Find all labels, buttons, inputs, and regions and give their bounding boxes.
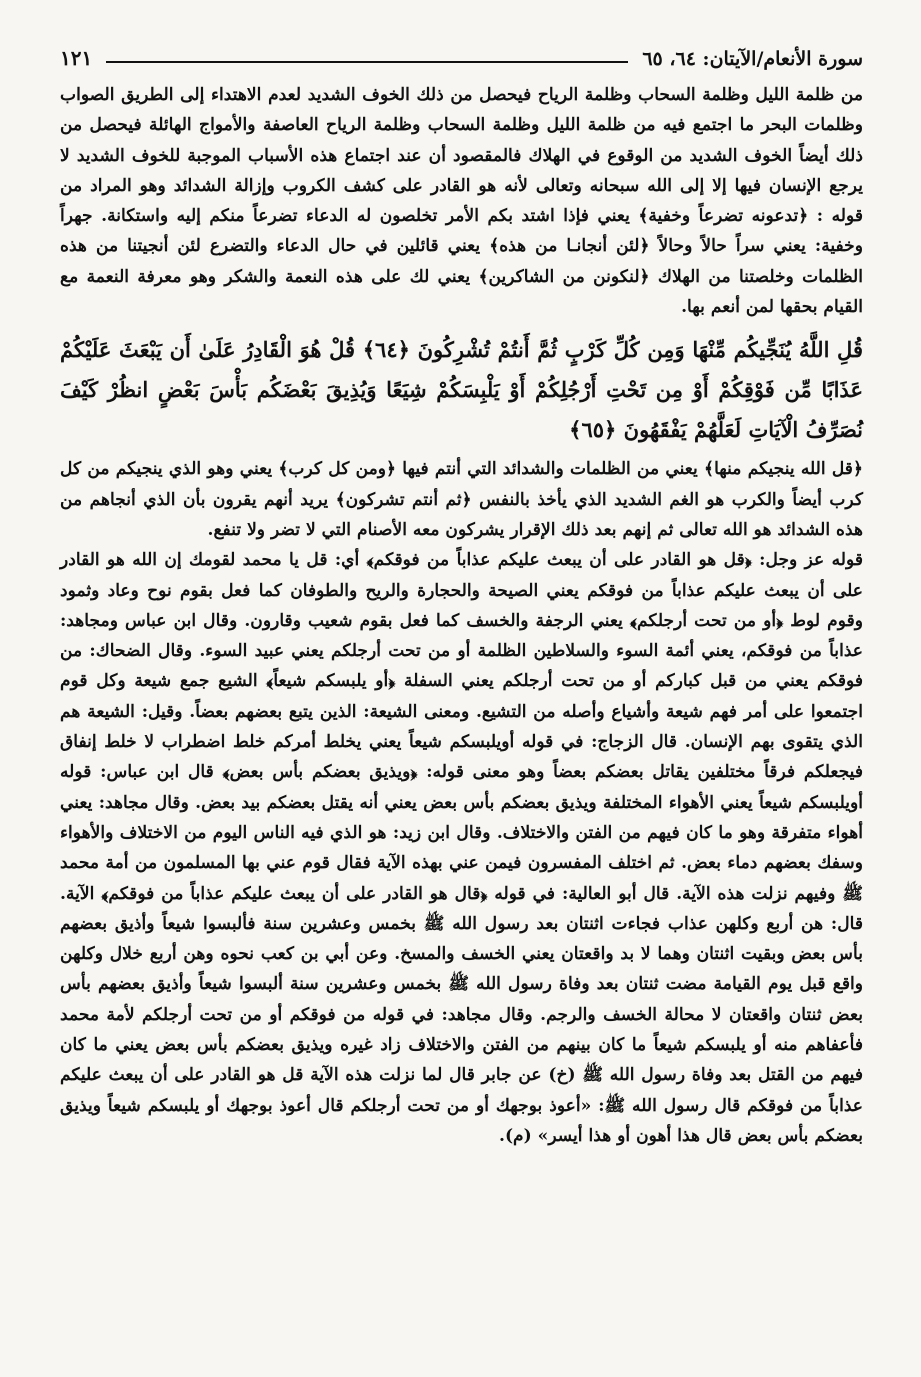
- quran-verse: قُلِ اللَّهُ يُنَجِّيكُم مِّنْهَا وَمِن كُلِّ كَرْبٍ ثُمَّ أَنتُمْ تُشْرِكُونَ ﴿٦٤﴾ قُلْ هُوَ الْقَادِرُ عَلَىٰ أَن يَبْعَثَ عَلَيْكُمْ عَذَابًا مِّن فَوْقِكُمْ أَوْ مِن تَحْتِ أَرْجُلِكُمْ أَوْ يَلْبِسَكُمْ شِيَعًا وَيُذِيقَ بَعْضَكُم بَأْسَ بَعْضٍ انظُرْ كَيْفَ نُصَرِّفُ الْآيَاتِ لَعَلَّهُمْ يَفْقَهُونَ ﴿٦٥﴾: [60, 337, 863, 443]
- paragraph-3: قوله عز وجل: ﴿قل هو القادر على أن يبعث عليكم عذاباً من فوقكم﴾ أي: قل يا محمد لقومك إن الله هو القادر على أن يبعث عليكم عذاباً من فوقكم يعني الصيحة والحجارة والريح والطوفان كما فعل بقوم نوح وعاد وثمود وقوم لوط ﴿أو من تحت أرجلكم﴾ يعني الرجفة والخسف كما فعل بقوم شعيب وقارون. وقال ابن عباس ومجاهد: عذاباً من فوقكم، يعني أئمة السوء والسلاطين الظلمة أو من تحت أرجلكم يعني عبيد السوء. وقال الضحاك: من فوقكم يعني من قبل كباركم أو من تحت أرجلكم يعني السفلة ﴿أو يلبسكم شيعاً﴾ الشيع جمع شيعة وكل قوم اجتمعوا على أمر فهم شيعة وأشياع وأصله من التشيع. ومعنى الشيعة: الذين يتبع بعضهم بعضاً. وقيل: الشيعة هم الذي يتقوى بهم الإنسان. قال الزجاج: في قوله أويلبسكم شيعاً يعني يخلط أمركم خلط اضطراب لا خلط إنفاق فيجعلكم فرقاً مختلفين يقاتل بعضكم بعضاً وهو معنى قوله: ﴿ويذيق بعضكم بأس بعض﴾ قال ابن عباس: قوله أويلبسكم شيعاً يعني الأهواء المختلفة ويذيق بعضكم بأس بعض يعني أنه يقتل بعضكم بيد بعض. وقال مجاهد: يعني أهواء متفرقة وهو ما كان فيهم من الفتن والاختلاف. وقال ابن زيد: هو الذي فيه الناس اليوم من الاختلاف والأهواء وسفك بعضهم دماء بعض. ثم اختلف المفسرون فيمن عني بهذه الآية فقال قوم عني بها المسلمون من أمة محمد ﷺ وفيهم نزلت هذه الآية. قال أبو العالية: في قوله ﴿قال هو القادر على أن يبعث عليكم عذاباً من فوقكم﴾ الآية. قال: هن أربع وكلهن عذاب فجاءت اثنتان بعد رسول الله ﷺ بخمس وعشرين سنة فألبسوا شيعاً وأذيق بعضهم بأس بعض وبقيت اثنتان وهما لا بد واقعتان يعني الخسف والمسخ. وعن أبي بن كعب نحوه وهن أربع خلال وكلهن واقع قبل يوم القيامة مضت ثنتان بعد وفاة رسول الله ﷺ بخمس وعشرين سنة ألبسوا شيعاً وأذيق بعضهم بأس بعض ثنتان واقعتان لا محالة الخسف والرجم. وقال مجاهد: في قوله من فوقكم أو من تحت أرجلكم لأمة محمد فأعفاهم منه أو يلبسكم شيعاً ما كان بينهم من الفتن والاختلاف زاد غيره ويذيق بعضكم بأس بعض يعني ما كان فيهم من القتل بعد وفاة رسول الله ﷺ (خ) عن جابر قال لما نزلت هذه الآية قل هو القادر على أن يبعث عليكم عذاباً من فوقكم قال رسول الله ﷺ: «أعوذ بوجهك أو من تحت أرجلكم قال أعوذ بوجهك أو يلبسكم شيعاً ويذيق بعضكم بأس بعض قال هذا أهون أو هذا أيسر» (م).: [60, 550, 863, 1146]
- paragraph-2: ﴿قل الله ينجيكم منها﴾ يعني من الظلمات والشدائد التي أنتم فيها ﴿ومن كل كرب﴾ يعني وهو الذي ينجيكم من كل كرب أيضاً والكرب هو الغم الشديد الذي يأخذ بالنفس ﴿ثم أنتم تشركون﴾ يريد أنهم يقرون بأن الذي أنجاهم من هذه الشدائد هو الله تعالى ثم إنهم بعد ذلك الإقرار يشركون معه الأصنام التي لا تضر ولا تنفع.: [60, 459, 863, 540]
- page-header: [60, 36, 863, 70]
- surah-title: سورة الأنعام/الآيتان: ٦٤، ٦٥: [642, 48, 863, 70]
- page-number: ١٢١: [60, 46, 93, 70]
- header-rule: [106, 61, 628, 63]
- paragraph-1: من ظلمة الليل وظلمة السحاب وظلمة الرياح فيحصل من ذلك الخوف الشديد لعدم الاهتداء إلى الطريق الصواب وظلمات البحر ما اجتمع فيه من ظلمة الليل وظلمة السحاب وظلمة الرياح العاصفة والأمواج الهائلة فيحصل من ذلك أيضاً الخوف الشديد من الوقوع في الهلاك فالمقصود أن عند اجتماع هذه الأسباب الموجبة للخوف الشديد لا يرجع الإنسان فيها إلا إلى الله سبحانه وتعالى لأنه هو القادر على كشف الكروب وإزالة الشدائد وهو المراد من قوله : ﴿تدعونه تضرعاً وخفية﴾ يعني فإذا اشتد بكم الأمر تخلصون له الدعاء تضرعاً منكم إليه واستكانة. جهراً وخفية: يعني سراً حالاً وحالاً ﴿لئن أنجانـا من هذه﴾ يعني قائلين في حال الدعاء والتضرع لئن أنجيتنا من هذه الظلمات وخلصتنا من الهلاك ﴿لنكونن من الشاكرين﴾ يعني لك على هذه النعمة والشكر وهو معرفة النعمة مع القيام بحقها لمن أنعم بها.: [60, 85, 863, 318]
- page-content: [60, 80, 863, 1151]
